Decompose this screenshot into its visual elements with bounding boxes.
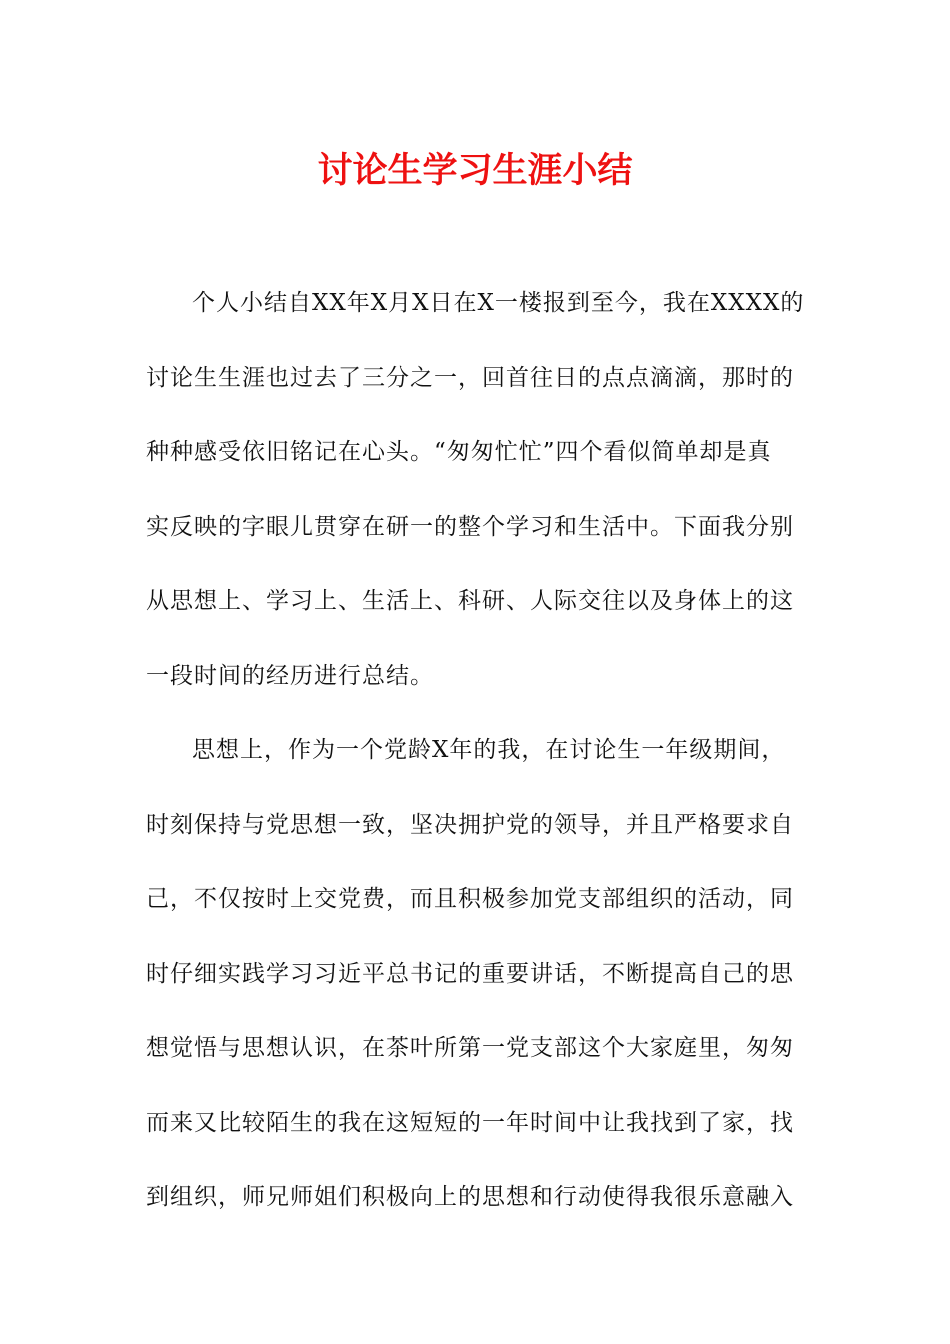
text-line: 到组织，师兄师姐们积极向上的思想和行动使得我很乐意融入	[146, 1184, 794, 1210]
text-line: 一段时间的经历进行总结。	[146, 662, 434, 689]
text-line: 思想上，作为一个党龄X年的我，在讨论生一年级期间，	[192, 737, 786, 763]
paragraph-thought	[146, 713, 806, 1235]
document-title: 讨论生学习生涯小结	[317, 151, 633, 191]
text-line: 时仔细实践学习习近平总书记的重要讲话，不断提高自己的思	[146, 960, 794, 987]
paragraph-intro	[146, 266, 806, 713]
text-line: 实反映的字眼儿贯穿在研一的整个学习和生活中。下面我分别	[146, 513, 794, 540]
text-line: 时刻保持与党思想一致，坚决拥护党的领导，并且严格要求自	[146, 811, 794, 838]
text-line: 种种感受依旧铭记在心头。“匆匆忙忙”四个看似简单却是真	[146, 439, 772, 465]
document-body	[146, 266, 806, 1235]
text-line: 讨论生生涯也过去了三分之一，回首往日的点点滴滴，那时的	[146, 364, 794, 391]
text-line: 个人小结自XX年X月X日在X一楼报到至今，我在XXXX的	[192, 290, 805, 316]
text-line: 而来又比较陌生的我在这短短的一年时间中让我找到了家，找	[146, 1109, 794, 1136]
text-line: 想觉悟与思想认识，在茶叶所第一党支部这个大家庭里，匆匆	[146, 1035, 794, 1061]
text-line: 己，不仅按时上交党费，而且积极参加党支部组织的活动，同	[146, 886, 794, 912]
text-line: 从思想上、学习上、生活上、科研、人际交往以及身体上的这	[146, 588, 794, 614]
